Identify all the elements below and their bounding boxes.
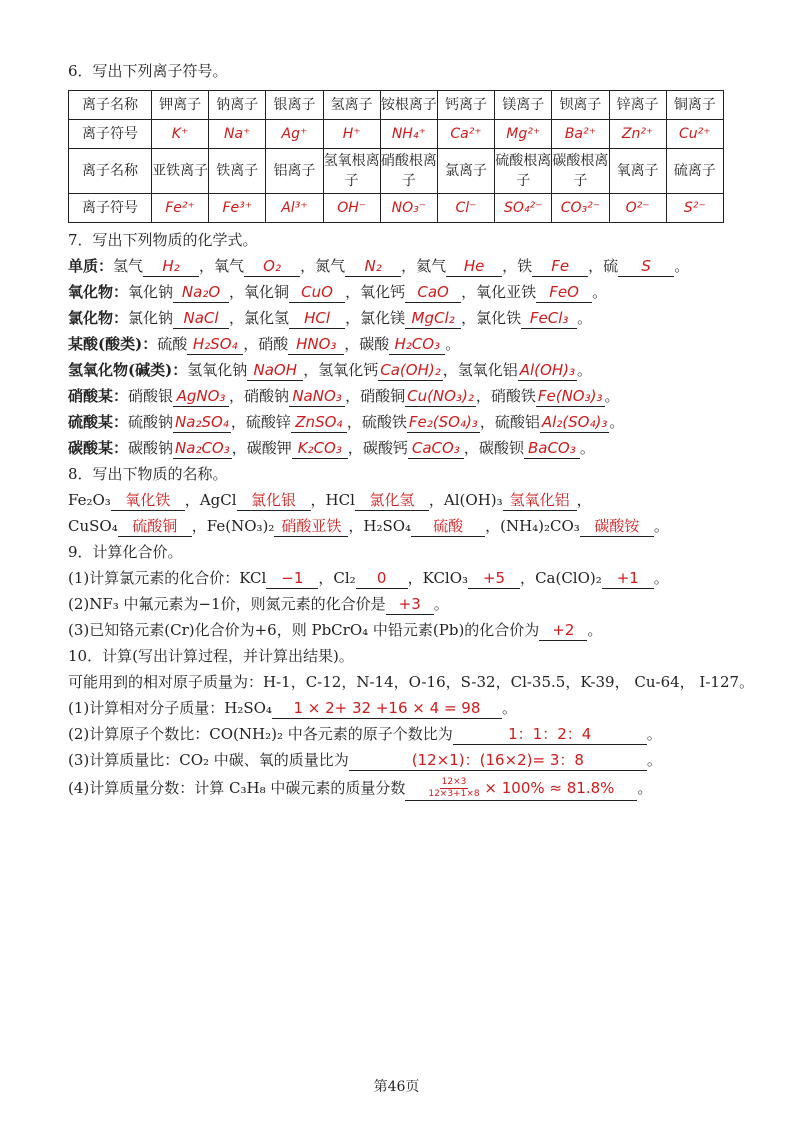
answer-blank: FeCl₃: [521, 308, 577, 329]
ion-name: 铜离子: [666, 91, 723, 120]
q8-line: CuSO₄ 硫酸铜 ，Fe(NO₃)₂ 硝酸亚铁 ，H₂SO₄ 硫酸 ，(NH₄)₂CO₃ 碳酸铵 。: [68, 517, 669, 535]
answer-blank: AgNO₃: [173, 386, 229, 407]
formula: Cl₂: [333, 569, 356, 587]
answer-blank: Na₂SO₄: [175, 413, 229, 431]
formula: H₂SO₄: [363, 517, 412, 535]
formula: CuSO₄: [68, 517, 118, 535]
q9-line2: (2)NF₃ 中氟元素为−1价，则氮元素的化合价是 +3 。: [68, 595, 449, 613]
answer-blank: Cu(NO₃)₂: [407, 387, 474, 405]
answer-blank: MgCl₂: [405, 308, 461, 329]
ion-name: 锌离子: [609, 91, 666, 120]
ion-name: 银离子: [266, 91, 323, 120]
substance-name: 硝酸铜: [360, 387, 406, 405]
formula: AgCl: [199, 491, 237, 509]
ion-symbol: Al³⁺: [266, 194, 323, 223]
answer-blank: NaOH: [247, 360, 303, 381]
q10-line4: (4)计算质量分数：计算 C₃H₈ 中碳元素的质量分数 $\frac{12\times 3}{12\times 3+1\times 8}$ × 100% ≈ 81.8% 。: [68, 777, 653, 799]
ion-name: 钡离子: [552, 91, 609, 120]
q7-category-label: 单质：: [68, 257, 114, 275]
q9-l3-text: (3)已知铬元素(Cr)化合价为+6，则 PbCrO₄ 中铅元素(Pb)的化合价为: [68, 621, 540, 639]
substance-name: 硫酸锌: [245, 413, 291, 431]
answer-blank: 0: [356, 568, 408, 589]
ion-symbol: Mg²⁺: [495, 120, 552, 149]
substance-name: 碳酸钾: [246, 439, 292, 457]
q9-line1: (1)计算氯元素的化合价：KCl −1 ，Cl₂ 0 ，KClO₃ +5 ，Ca(ClO)₂ +1 。: [68, 569, 669, 587]
page-number: 第46页: [373, 1079, 420, 1095]
substance-name: 硫: [603, 257, 619, 275]
substance-name: 氯化钠: [128, 309, 174, 327]
formula: HCl: [325, 491, 355, 509]
ion-symbol: CO₃²⁻: [552, 194, 609, 223]
ion-name: 氯离子: [437, 149, 494, 194]
q7-category-label: 氧化物：: [68, 283, 129, 301]
ion-name: 钾离子: [152, 91, 209, 120]
q10-title: 10．计算(写出计算过程，并计算出结果)。: [68, 647, 354, 665]
answer-blank: 硫酸铜: [118, 516, 192, 537]
fraction-denominator: 12×3+1×8: [428, 789, 480, 799]
answer-blank: H₂: [143, 256, 199, 277]
substance-name: 硝酸: [258, 335, 289, 353]
answer-blank: Na₂O: [173, 282, 229, 303]
answer-blank: 氢氧化铝: [503, 490, 577, 511]
answer-blank: H₂CO₃: [389, 334, 445, 355]
q9-l1-prefix: (1)计算氯元素的化合价：: [68, 569, 240, 587]
answer-blank: +3: [386, 594, 434, 615]
q9-title: 9．计算化合价。: [68, 543, 183, 561]
answer-blank: CuO: [289, 282, 345, 303]
answer-blank: +1: [602, 568, 654, 589]
answer-blank: N₂: [345, 256, 401, 277]
ion-name: 镁离子: [495, 91, 552, 120]
answer-blank: −1: [266, 568, 318, 589]
q7-line: 氯化物：氯化钠 NaCl ，氯化氢 HCl ，氯化镁 MgCl₂ ，氯化铁 FeCl₃ 。: [68, 309, 593, 327]
substance-name: 氧化钙: [360, 283, 406, 301]
q7-line: 某酸(酸类)：硫酸 H₂SO₄ ，硝酸 HNO₃ ，碳酸 H₂CO₃ 。: [68, 335, 461, 353]
substance-name: 碳酸钙: [362, 439, 408, 457]
answer-blank: +2: [539, 620, 587, 641]
answer-blank: (12×1)：(16×2)= 3：8: [349, 750, 647, 771]
ion-row2-symbols: [69, 194, 724, 223]
ion-symbol: Zn²⁺: [609, 120, 666, 149]
ion-name: 硝酸根离子: [380, 149, 437, 194]
q9-line3: (3)已知铬元素(Cr)化合价为+6，则 PbCrO₄ 中铅元素(Pb)的化合价为 +2 。: [68, 621, 603, 639]
ion-name: 碳酸根离子: [552, 149, 609, 194]
answer-blank: FeO: [536, 282, 592, 303]
answer-blank: NaNO₃: [289, 386, 345, 407]
substance-name: 氯化铁: [476, 309, 522, 327]
row-label: 离子符号: [69, 194, 152, 223]
ion-name: 硫离子: [666, 149, 723, 194]
q10-line3: (3)计算质量比：CO₂ 中碳、氧的质量比为 (12×1)：(16×2)= 3：8 。: [68, 751, 662, 769]
formula: Ca(ClO)₂: [535, 569, 602, 587]
fraction-result: × 100% ≈ 81.8%: [484, 779, 615, 797]
q7-category-label: 氢氧化物(碱类)：: [68, 361, 188, 379]
ion-row2-names: [69, 149, 724, 194]
substance-name: 氯化镁: [360, 309, 406, 327]
ion-name: 铝离子: [266, 149, 323, 194]
ion-name: 亚铁离子: [152, 149, 209, 194]
ion-symbol: Cu²⁺: [666, 120, 723, 149]
row-label: 离子名称: [69, 91, 152, 120]
ion-symbol: SO₄²⁻: [495, 194, 552, 223]
ion-row1-names: [69, 91, 724, 120]
answer-blank: 1：1：2：4: [453, 724, 647, 745]
formula: Fe(NO₃)₂: [206, 517, 275, 535]
q10-masses: 可能用到的相对原子质量为：H-1，C-12，N-14，O-16，S-32，Cl-35.5，K-39， Cu-64， I-127。: [68, 673, 755, 691]
answer-blank: CaO: [405, 282, 461, 303]
ion-symbol: Cl⁻: [437, 194, 494, 223]
q9-l2-text: (2)NF₃ 中氟元素为−1价，则氮元素的化合价是: [68, 595, 386, 613]
answer-blank: ZnSO₄: [291, 412, 347, 433]
substance-name: 氢气: [113, 257, 144, 275]
substance-name: 硝酸钠: [244, 387, 290, 405]
q7-line: 硫酸某：硫酸钠 Na₂SO₄ ，硫酸锌 ZnSO₄ ，硫酸铁 Fe₂(SO₄)₃ ，硫酸铝 Al₂(SO₄)₃ 。: [68, 413, 625, 431]
answer-blank: [405, 777, 637, 801]
ion-symbol: Ba²⁺: [552, 120, 609, 149]
substance-name: 氧化钠: [128, 283, 174, 301]
answer-blank: 1 × 2+ 32 +16 × 4 = 98: [272, 698, 502, 719]
q10-l3-text: (3)计算质量比：CO₂ 中碳、氧的质量比为: [68, 751, 349, 769]
answer-blank: Al₂(SO₄)₃: [541, 413, 608, 431]
q10-line2: (2)计算原子个数比：CO(NH₂)₂ 中各元素的原子个数比为 1：1：2：4 。: [68, 725, 662, 743]
substance-name: 硝酸铁: [490, 387, 536, 405]
answer-blank: Fe₂(SO₄)₃: [408, 413, 478, 431]
q10-l1-text: (1)计算相对分子质量：H₂SO₄: [68, 699, 272, 717]
substance-name: 硫酸铁: [361, 413, 407, 431]
ion-symbol: K⁺: [152, 120, 209, 149]
substance-name: 氢氧化钠: [187, 361, 248, 379]
substance-name: 氧化亚铁: [476, 283, 537, 301]
q7-category-label: 硫酸某：: [68, 413, 129, 431]
substance-name: 碳酸: [359, 335, 390, 353]
ion-symbol: OH⁻: [323, 194, 380, 223]
answer-blank: Al(OH)₃: [519, 361, 575, 379]
ion-symbol: H⁺: [323, 120, 380, 149]
answer-blank: K₂CO₃: [292, 438, 348, 459]
ion-symbol: Na⁺: [209, 120, 266, 149]
fraction: [428, 777, 479, 800]
ion-table: [68, 90, 724, 223]
ion-name: 钙离子: [437, 91, 494, 120]
q10-l4-text: (4)计算质量分数：计算 C₃H₈ 中碳元素的质量分数: [68, 779, 406, 797]
answer-blank: 氧化铁: [111, 490, 185, 511]
row-label: 离子名称: [69, 149, 152, 194]
substance-name: 碳酸钡: [478, 439, 524, 457]
q7-line: 硝酸某：硝酸银 AgNO₃ ，硝酸钠 NaNO₃ ，硝酸铜 Cu(NO₃)₂ ，硝酸铁 Fe(NO₃)₃ 。: [68, 387, 620, 405]
formula: KCl: [239, 569, 267, 587]
fraction-numerator: 12×3: [441, 777, 467, 787]
answer-blank: 硝酸亚铁: [274, 516, 348, 537]
q7-category-label: 某酸(酸类)：: [68, 335, 158, 353]
ion-symbol: Fe²⁺: [152, 194, 209, 223]
substance-name: 铁: [517, 257, 533, 275]
substance-name: 硫酸铝: [494, 413, 540, 431]
substance-name: 硝酸银: [128, 387, 174, 405]
q7-line: 单质：氢气 H₂ ，氧气 O₂ ，氮气 N₂ ，氦气 He ，铁 Fe ，硫 S 。: [68, 257, 690, 275]
answer-blank: Fe(NO₃)₃: [537, 387, 603, 405]
formula: Fe₂O₃: [68, 491, 111, 509]
ion-symbol: NH₄⁺: [380, 120, 437, 149]
substance-name: 硫酸: [157, 335, 188, 353]
ion-name: 硫酸根离子: [495, 149, 552, 194]
answer-blank: 氯化银: [237, 490, 311, 511]
q10-line1: (1)计算相对分子质量：H₂SO₄ 1 × 2+ 32 +16 × 4 = 98 。: [68, 699, 517, 717]
substance-name: 氧化铜: [244, 283, 290, 301]
formula: KClO₃: [422, 569, 469, 587]
q10-l2-text: (2)计算原子个数比：CO(NH₂)₂ 中各元素的原子个数比为: [68, 725, 453, 743]
row-label: 离子符号: [69, 120, 152, 149]
ion-symbol: O²⁻: [609, 194, 666, 223]
answer-blank: Fe: [532, 256, 588, 277]
answer-blank: H₂SO₄: [187, 334, 243, 355]
q7-line: 碳酸某：碳酸钠 Na₂CO₃ ，碳酸钾 K₂CO₃ ，碳酸钙 CaCO₃ ，碳酸钡 BaCO₃ 。: [68, 439, 595, 457]
ion-symbol: Ag⁺: [266, 120, 323, 149]
answer-blank: NaCl: [173, 308, 229, 329]
answer-blank: BaCO₃: [524, 438, 580, 459]
answer-blank: Na₂CO₃: [175, 439, 230, 457]
worksheet-page: [68, 58, 755, 803]
substance-name: 氮气: [315, 257, 346, 275]
answer-blank: 氯化氢: [355, 490, 429, 511]
answer-blank: HNO₃: [288, 334, 344, 355]
ion-symbol: Ca²⁺: [437, 120, 494, 149]
ion-name: 氧离子: [609, 149, 666, 194]
q7-line: 氢氧化物(碱类)：氢氧化钠 NaOH ，氢氧化钙 Ca(OH)₂ ，氢氧化铝 Al(OH)₃ 。: [68, 361, 592, 379]
answer-blank: HCl: [289, 308, 345, 329]
substance-name: 氯化氢: [244, 309, 290, 327]
ion-row1-symbols: [69, 120, 724, 149]
q7-category-label: 碳酸某：: [68, 439, 129, 457]
answer-blank: +5: [468, 568, 520, 589]
substance-name: 氧气: [214, 257, 245, 275]
ion-name: 氢离子: [323, 91, 380, 120]
ion-symbol: Fe³⁺: [209, 194, 266, 223]
formula: Al(OH)₃: [443, 491, 503, 509]
q7-category-label: 氯化物：: [68, 309, 129, 327]
substance-name: 碳酸钠: [128, 439, 174, 457]
q8-line: Fe₂O₃ 氧化铁 ，AgCl 氯化银 ，HCl 氯化氢 ，Al(OH)₃ 氢氧化铝 ，: [68, 491, 592, 509]
answer-blank: Ca(OH)₂: [380, 361, 441, 379]
ion-symbol: NO₃⁻: [380, 194, 437, 223]
q7-lines: [68, 253, 728, 461]
q8-title: 8．写出下物质的名称。: [68, 465, 228, 483]
answer-blank: S: [618, 256, 674, 277]
answer-blank: 碳酸铵: [580, 516, 654, 537]
substance-name: 硫酸钠: [128, 413, 174, 431]
answer-blank: 硫酸: [411, 516, 485, 537]
q7-line: 氧化物：氧化钠 Na₂O ，氧化铜 CuO ，氧化钙 CaO ，氧化亚铁 FeO 。: [68, 283, 608, 301]
answer-blank: O₂: [244, 256, 300, 277]
substance-name: 氢氧化铝: [457, 361, 518, 379]
formula: (NH₄)₂CO₃: [500, 517, 580, 535]
ion-name: 铁离子: [209, 149, 266, 194]
substance-name: 氦气: [416, 257, 447, 275]
q7-title: 7．写出下列物质的化学式。: [68, 231, 258, 249]
ion-name: 氢氧根离子: [323, 149, 380, 194]
answer-blank: He: [446, 256, 502, 277]
ion-name: 钠离子: [209, 91, 266, 120]
q6-title: 6．写出下列离子符号。: [68, 62, 228, 80]
ion-name: 铵根离子: [380, 91, 437, 120]
answer-blank: CaCO₃: [408, 438, 464, 459]
q7-category-label: 硝酸某：: [68, 387, 129, 405]
ion-symbol: S²⁻: [666, 194, 723, 223]
substance-name: 氢氧化钙: [318, 361, 379, 379]
